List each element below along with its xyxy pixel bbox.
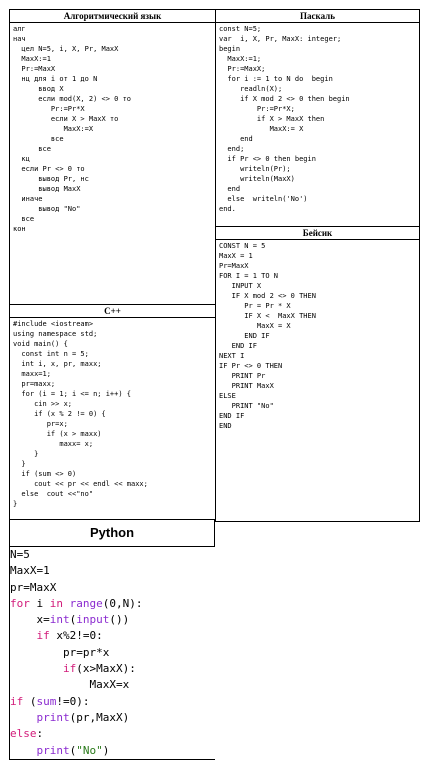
- code-line: PRINT "No": [219, 402, 274, 410]
- python-token: pr=MaxX: [10, 580, 57, 594]
- algorithmic-code: [10, 23, 215, 235]
- code-line: }: [13, 460, 26, 468]
- algorithmic-panel: [9, 9, 216, 305]
- code-line: MaxX:=1;: [219, 55, 262, 63]
- python-token: input: [76, 613, 110, 627]
- code-line: if (x > maxx): [13, 430, 102, 438]
- python-code-line: [10, 677, 215, 693]
- code-line: PRINT Pr: [219, 372, 266, 380]
- python-panel: [9, 519, 215, 764]
- code-line: using namespace std;: [13, 330, 98, 338]
- code-line: END IF: [219, 412, 245, 420]
- python-code-line: [10, 563, 215, 579]
- python-token: (x>MaxX):: [76, 662, 136, 676]
- python-token: ): [102, 743, 110, 757]
- code-line: if Pr <> 0 then begin: [219, 155, 316, 163]
- code-line: все: [13, 215, 35, 223]
- python-token: !=0):: [56, 694, 90, 708]
- code-line: for i := 1 to N do begin: [219, 75, 333, 83]
- code-line: }: [13, 450, 39, 458]
- python-token: (0,N):: [102, 596, 143, 610]
- code-line: END IF: [219, 332, 270, 340]
- code-line: maxx=1;: [13, 370, 51, 378]
- basic-title: Бейсик: [216, 227, 419, 240]
- python-token: [10, 629, 37, 642]
- code-line: MaxX = 1: [219, 252, 253, 260]
- python-token: [10, 744, 37, 757]
- code-line: ELSE: [219, 392, 236, 400]
- python-token: else: [10, 727, 37, 741]
- python-token: print: [36, 710, 70, 724]
- code-line: cout << pr << endl << maxx;: [13, 480, 148, 488]
- code-line: Pr = Pr * X: [219, 302, 291, 310]
- code-line: }: [13, 500, 18, 508]
- python-token: [10, 662, 63, 675]
- code-line: все: [13, 145, 51, 153]
- python-token: print: [36, 743, 70, 757]
- code-line: Pr:=MaxX;: [219, 65, 266, 73]
- code-line: все: [13, 135, 64, 143]
- pascal-title: Паскаль: [216, 10, 419, 23]
- python-token: int: [49, 613, 70, 627]
- code-line: int i, x, pr, maxx;: [13, 360, 102, 368]
- code-line: вывод Pr, нс: [13, 175, 89, 183]
- python-code-line: [10, 547, 215, 563]
- code-line: if X > MaxX then: [219, 115, 325, 123]
- code-line: если Pr <> 0 то: [13, 165, 85, 173]
- code-line: MaxX:=X: [13, 125, 94, 133]
- code-line: const int n = 5;: [13, 350, 89, 358]
- python-code-line: [10, 628, 215, 644]
- python-token: (pr,MaxX): [69, 710, 130, 724]
- pascal-panel: [215, 9, 420, 227]
- python-code-line: [10, 580, 215, 596]
- python-token: x%2!=0:: [49, 629, 103, 643]
- code-line: if (x % 2 != 0) {: [13, 410, 106, 418]
- code-line: алг: [13, 25, 26, 33]
- code-line: Pr:=Pr*X;: [219, 105, 295, 113]
- code-line: NEXT I: [219, 352, 245, 360]
- code-line: IF X mod 2 <> 0 THEN: [219, 292, 316, 300]
- python-token: range: [69, 596, 103, 610]
- python-token: if: [10, 694, 24, 708]
- code-line: end.: [219, 205, 236, 213]
- cpp-code: [10, 318, 215, 510]
- python-code-line: [10, 645, 215, 661]
- code-line: writeln(Pr);: [219, 165, 291, 173]
- python-token: (: [69, 743, 77, 757]
- python-token: ()): [109, 613, 130, 627]
- code-line: var i, X, Pr, MaxX: integer;: [219, 35, 342, 43]
- code-line: FOR I = 1 TO N: [219, 272, 279, 280]
- python-token: (: [23, 694, 37, 708]
- code-line: IF X < MaxX THEN: [219, 312, 316, 320]
- python-token: in: [49, 596, 63, 610]
- code-line: end;: [219, 145, 245, 153]
- pascal-code: [216, 23, 419, 215]
- code-line: MaxX:=1: [13, 55, 51, 63]
- python-token: :: [36, 727, 44, 741]
- python-code-line: [10, 596, 215, 612]
- python-token: x=: [10, 613, 50, 627]
- cpp-panel: [9, 304, 216, 522]
- code-line: pr=maxx;: [13, 380, 56, 388]
- code-line: иначе: [13, 195, 43, 203]
- code-line: IF Pr <> 0 THEN: [219, 362, 283, 370]
- python-code-line: [10, 661, 215, 677]
- code-line: INPUT X: [219, 282, 262, 290]
- code-line: end: [219, 135, 253, 143]
- python-title: Python: [9, 519, 215, 547]
- code-line: если mod(X, 2) <> 0 то: [13, 95, 132, 103]
- python-token: N=5: [10, 548, 30, 561]
- code-line: цел N=5, i, X, Pr, MaxX: [13, 45, 119, 53]
- algorithmic-title: Алгоритмический язык: [10, 10, 215, 23]
- basic-panel: [215, 226, 420, 522]
- python-code-line: [10, 710, 215, 726]
- python-token: [63, 597, 70, 610]
- code-line: кц: [13, 155, 30, 163]
- cpp-title: C++: [10, 305, 215, 318]
- code-line: нач: [13, 35, 26, 43]
- python-code: [9, 547, 215, 760]
- python-token: for: [10, 596, 30, 610]
- code-line: END: [219, 422, 232, 430]
- code-line: ввод X: [13, 85, 64, 93]
- code-line: Pr:=MaxX: [13, 65, 56, 73]
- code-line: Pr:=Pr*X: [13, 105, 85, 113]
- code-line: кон: [13, 225, 26, 233]
- python-token: MaxX=x: [10, 678, 130, 692]
- code-line: begin: [219, 45, 241, 53]
- code-line: если X > MaxX то: [13, 115, 119, 123]
- code-line: MaxX:= X: [219, 125, 304, 133]
- code-line: for (i = 1; i <= n; i++) {: [13, 390, 132, 398]
- python-token: [10, 711, 37, 724]
- code-line: MaxX = X: [219, 322, 291, 330]
- basic-code: [216, 240, 419, 432]
- code-line: readln(X);: [219, 85, 283, 93]
- python-token: if: [62, 662, 77, 676]
- python-code-line: [10, 743, 215, 759]
- code-line: PRINT MaxX: [219, 382, 274, 390]
- python-code-line: [10, 612, 215, 628]
- python-code-line: [10, 726, 215, 742]
- code-line: else cout <<"no": [13, 490, 94, 498]
- code-line: pr=x;: [13, 420, 68, 428]
- code-line: const N=5;: [219, 25, 262, 33]
- python-token: (: [69, 613, 77, 627]
- python-token: MaxX=1: [10, 564, 50, 578]
- code-line: Pr=MaxX: [219, 262, 249, 270]
- code-line: вывод MaxX: [13, 185, 81, 193]
- code-line: cin >> x;: [13, 400, 73, 408]
- code-line: else writeln('No'): [219, 195, 308, 203]
- python-token: "No": [76, 743, 103, 757]
- code-line: void main() {: [13, 340, 68, 348]
- python-token: i: [29, 596, 50, 610]
- python-token: if: [36, 629, 50, 643]
- code-line: if X mod 2 <> 0 then begin: [219, 95, 350, 103]
- code-line: CONST N = 5: [219, 242, 266, 250]
- code-line: end: [219, 185, 241, 193]
- python-token: sum: [36, 694, 57, 708]
- code-line: нц для i от 1 до N: [13, 75, 98, 83]
- code-line: вывод "No": [13, 205, 81, 213]
- code-line: if (sum <> 0): [13, 470, 77, 478]
- code-line: #include <iostream>: [13, 320, 94, 328]
- python-code-line: [10, 694, 215, 710]
- code-line: END IF: [219, 342, 257, 350]
- code-line: maxx= x;: [13, 440, 94, 448]
- python-token: pr=pr*x: [10, 645, 110, 659]
- code-line: writeln(MaxX): [219, 175, 295, 183]
